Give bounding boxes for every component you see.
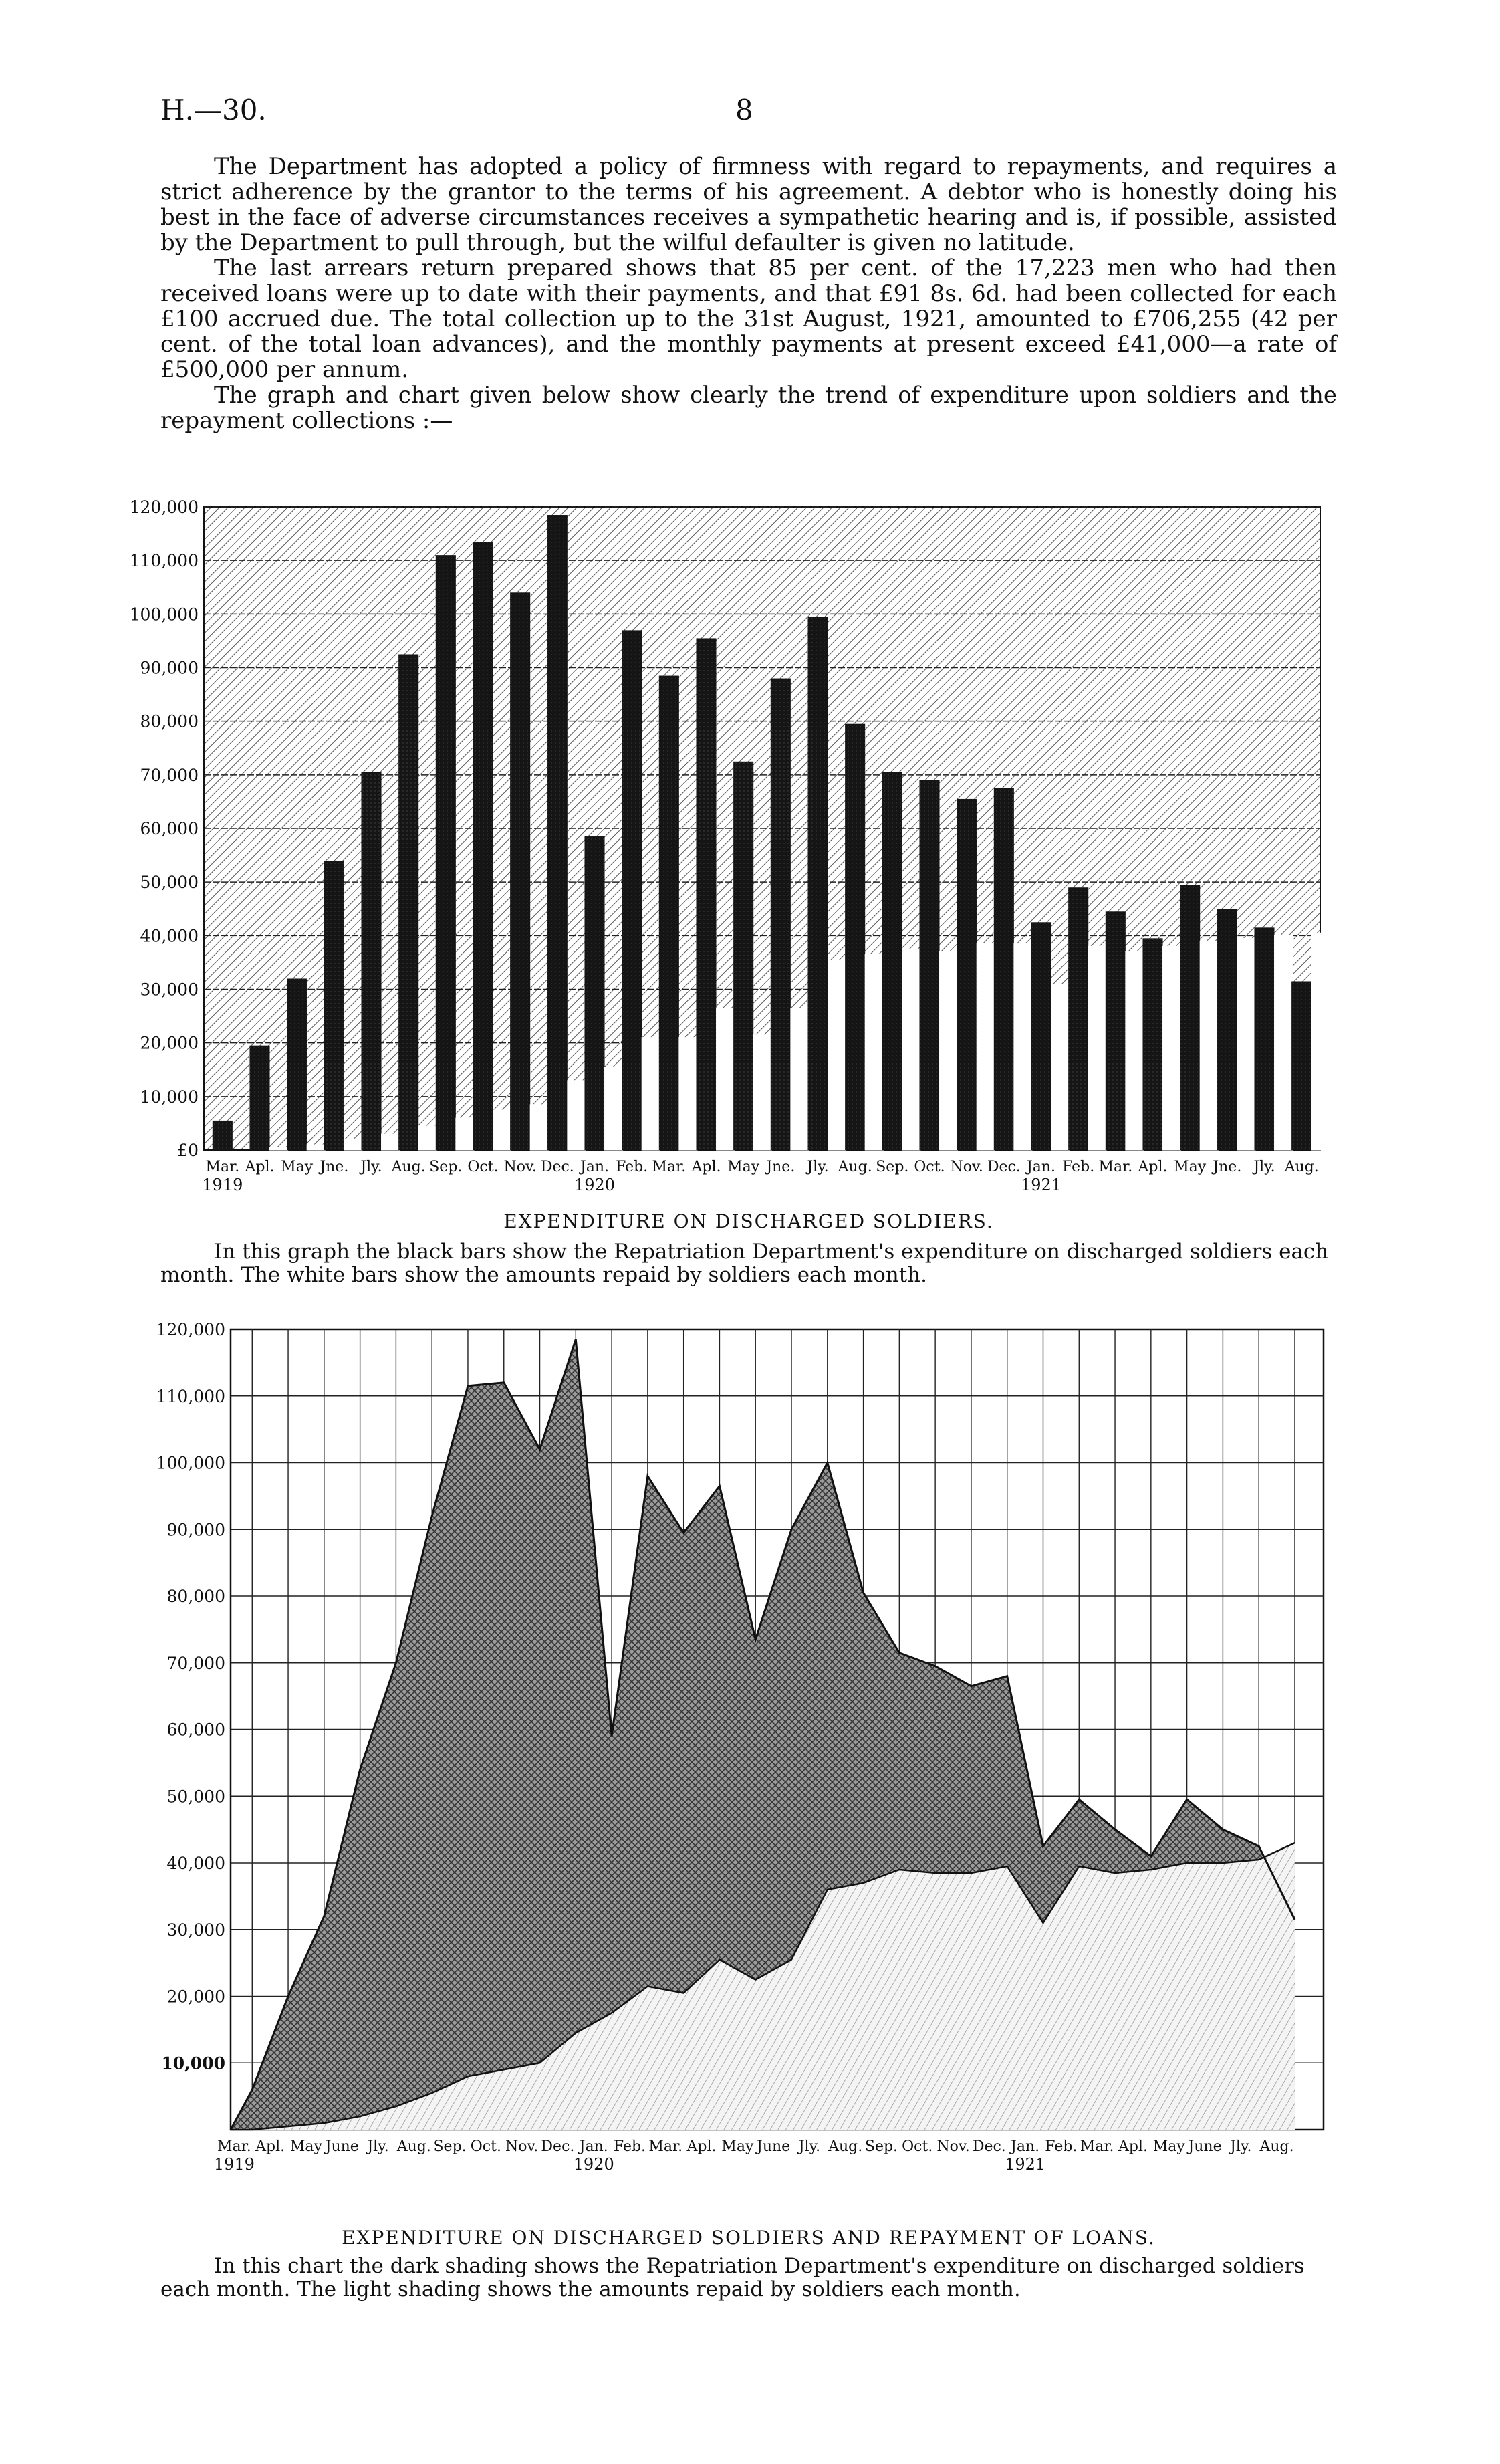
expenditure-bar xyxy=(249,1046,269,1150)
x-tick-label: Feb. xyxy=(613,2138,646,2155)
y-tick-label: 20,000 xyxy=(166,1987,225,2007)
x-tick-label: Mar. xyxy=(648,2138,683,2155)
x-tick-label: Jan. xyxy=(1026,1159,1056,1175)
x-tick-label: Aug. xyxy=(838,1159,872,1175)
repayment-bar xyxy=(977,943,995,1150)
x-tick-label: Apl. xyxy=(255,2138,285,2155)
repayment-bar xyxy=(568,1081,586,1150)
y-tick-label: 120,000 xyxy=(156,1320,225,1339)
x-tick-label: Aug. xyxy=(1284,1159,1319,1175)
repayment-bar xyxy=(1311,933,1330,1150)
x-tick-label: Nov. xyxy=(936,2138,970,2155)
chart-2-caption: EXPENDITURE ON DISCHARGED SOLDIERS AND REPAYMENT OF LOANS. xyxy=(342,2227,1156,2249)
x-tick-label: Dec. xyxy=(972,2138,1006,2155)
y-tick-label: 90,000 xyxy=(140,658,199,678)
x-tick-label: Jly. xyxy=(367,2138,389,2155)
document-code: H.—30. xyxy=(160,94,267,126)
expenditure-bar xyxy=(807,617,828,1150)
x-tick-label: Dec. xyxy=(540,1159,574,1175)
year-label: 1921 xyxy=(1020,1175,1062,1194)
repayment-bar xyxy=(828,960,846,1150)
repayment-bar xyxy=(270,1147,288,1150)
repayment-bar xyxy=(530,1105,548,1150)
y-tick-label: 70,000 xyxy=(166,1653,225,1673)
x-tick-label: Oct. xyxy=(902,2138,933,2155)
x-tick-label: Jly. xyxy=(1230,2138,1252,2155)
x-tick-label: Nov. xyxy=(505,2138,539,2155)
y-tick-label: 30,000 xyxy=(166,1920,225,1940)
expenditure-bar xyxy=(547,515,568,1150)
chart-2-note xyxy=(160,2255,1337,2302)
repayment-bar xyxy=(679,1038,697,1150)
x-tick-label: Aug. xyxy=(396,2138,431,2155)
x-tick-label: Mar. xyxy=(1080,2138,1114,2155)
year-label: 1919 xyxy=(202,1175,243,1194)
y-tick-label: 40,000 xyxy=(140,926,199,946)
expenditure-bar xyxy=(1068,887,1088,1150)
x-tick-label: Feb. xyxy=(1045,2138,1078,2155)
x-tick-label: Jly. xyxy=(807,1159,829,1175)
y-tick-label: 10,000 xyxy=(140,1087,199,1107)
x-tick-label: Oct. xyxy=(470,2138,501,2155)
y-tick-label: 110,000 xyxy=(156,1386,225,1406)
x-tick-label: Feb. xyxy=(1062,1159,1095,1175)
repayment-bar xyxy=(1275,935,1293,1150)
y-tick-label: 40,000 xyxy=(166,1854,225,1873)
repayment-bar xyxy=(344,1139,362,1150)
chart-1-note-text: In this graph the black bars show the Repatriation Department's expenditure on discharged soldiers each month. The white bars show the amounts repaid by soldiers each month. xyxy=(160,1240,1329,1287)
x-tick-label: May xyxy=(721,2138,754,2155)
expenditure-bar xyxy=(1254,927,1274,1150)
x-tick-label: Dec. xyxy=(541,2138,575,2155)
expenditure-bar xyxy=(1180,885,1200,1150)
expenditure-bar xyxy=(1217,909,1237,1150)
x-tick-label: May xyxy=(281,1159,314,1175)
x-tick-label: June xyxy=(757,2138,791,2155)
x-tick-label: June xyxy=(1188,2138,1222,2155)
x-tick-label: Jne. xyxy=(320,1159,349,1175)
x-tick-label: Jne. xyxy=(1213,1159,1242,1175)
expenditure-bar xyxy=(287,978,307,1150)
x-tick-label: Mar. xyxy=(205,1159,240,1175)
y-tick-label: £0 xyxy=(177,1141,199,1160)
y-tick-label: 100,000 xyxy=(156,1453,225,1473)
expenditure-bar xyxy=(622,630,642,1150)
expenditure-bar xyxy=(957,799,977,1150)
expenditure-bar xyxy=(919,780,939,1150)
x-tick-label: Apl. xyxy=(245,1159,275,1175)
repayment-bar xyxy=(418,1126,436,1150)
expenditure-bar xyxy=(733,762,753,1150)
expenditure-bar xyxy=(696,638,716,1150)
repayment-bar xyxy=(1126,951,1144,1150)
x-tick-label: Mar. xyxy=(1098,1159,1133,1175)
repayment-bar xyxy=(1051,984,1070,1150)
repayment-bar xyxy=(605,1067,623,1150)
expenditure-bar xyxy=(324,861,344,1150)
y-tick-label: 60,000 xyxy=(140,819,199,838)
expenditure-bar xyxy=(213,1121,233,1150)
repayment-bar xyxy=(865,954,883,1150)
bar-chart-expenditure xyxy=(0,488,1500,1237)
repayment-bar xyxy=(642,1038,660,1150)
expenditure-bar xyxy=(510,592,530,1150)
x-tick-label: Sep. xyxy=(876,1159,909,1175)
x-tick-label: Mar. xyxy=(652,1159,686,1175)
x-tick-label: May xyxy=(1174,1159,1207,1175)
expenditure-bar xyxy=(1142,938,1162,1150)
x-tick-label: Jan. xyxy=(580,1159,610,1175)
x-tick-label: Apl. xyxy=(1118,2138,1148,2155)
x-tick-label: Sep. xyxy=(429,1159,463,1175)
repayment-bar xyxy=(382,1134,400,1150)
repayment-bar xyxy=(1088,946,1106,1150)
expenditure-bar xyxy=(882,772,902,1150)
year-label: 1920 xyxy=(574,1175,616,1194)
expenditure-bar xyxy=(584,836,604,1150)
expenditure-bar xyxy=(845,724,865,1150)
y-tick-label: 20,000 xyxy=(140,1033,199,1053)
y-tick-label: 80,000 xyxy=(166,1587,225,1606)
expenditure-bar xyxy=(436,555,456,1150)
paragraph: The Department has adopted a policy of firmness with regard to repayments, and requires a strict adherence by the grantor to the terms of his agreement. A debtor who is honestly doing his best in the face of adverse circumstances receives a sympathetic hearing and is, if possible, assisted by the Department to pull through, but the wilful defaulter is given no latitude. xyxy=(160,153,1337,256)
x-tick-label: Aug. xyxy=(828,2138,863,2155)
x-tick-label: Aug. xyxy=(391,1159,426,1175)
year-label: 1921 xyxy=(1005,2155,1046,2174)
x-tick-label: Jly. xyxy=(1253,1159,1275,1175)
year-label: 1920 xyxy=(573,2155,614,2174)
x-tick-label: Nov. xyxy=(503,1159,537,1175)
expenditure-bar xyxy=(398,654,418,1150)
repayment-bar xyxy=(1200,941,1218,1150)
chart-1-note xyxy=(160,1240,1337,1287)
x-tick-label: Jly. xyxy=(360,1159,382,1175)
expenditure-bar xyxy=(659,676,679,1150)
y-tick-label: 60,000 xyxy=(166,1720,225,1740)
x-tick-label: Aug. xyxy=(1259,2138,1294,2155)
body-text xyxy=(160,154,1337,433)
repayment-bar xyxy=(1237,938,1255,1150)
x-tick-label: Sep. xyxy=(864,2138,898,2155)
area-chart-expenditure-repayment xyxy=(0,1311,1500,2233)
x-tick-label: May xyxy=(1152,2138,1185,2155)
x-tick-label: Apl. xyxy=(691,1159,721,1175)
repayment-bar xyxy=(902,949,920,1150)
chart-1-caption: EXPENDITURE ON DISCHARGED SOLDIERS. xyxy=(503,1210,994,1232)
y-tick-label: 110,000 xyxy=(129,551,199,571)
chart-2-note-text: In this chart the dark shading shows the Repatriation Department's expenditure on discharged soldiers each month. The light shading shows the amounts repaid by soldiers each month. xyxy=(160,2254,1305,2302)
x-tick-label: Jne. xyxy=(766,1159,795,1175)
y-tick-label: 120,000 xyxy=(129,497,199,517)
repayment-bar xyxy=(717,1008,735,1150)
x-tick-label: Dec. xyxy=(987,1159,1021,1175)
paragraph: The last arrears return prepared shows that 85 per cent. of the 17,223 men who had then received loans were up to date with their payments, and that £91 8s. 6d. had been collected for each £100 accrued due. The total collection up to the 31st August, 1921, amounted to £706,255 (42 per cent. of the total loan advances), and the monthly payments at present exceed £41,000—a rate of £500,000 per annum. xyxy=(160,255,1337,383)
x-tick-label: Jan. xyxy=(579,2138,608,2155)
x-tick-label: Feb. xyxy=(616,1159,648,1175)
repayment-bar xyxy=(1163,946,1181,1150)
x-tick-label: Nov. xyxy=(950,1159,983,1175)
y-tick-label: 90,000 xyxy=(166,1520,225,1540)
x-tick-label: Apl. xyxy=(686,2138,717,2155)
x-tick-label: June xyxy=(325,2138,359,2155)
x-tick-label: May xyxy=(727,1159,760,1175)
x-tick-label: Jan. xyxy=(1011,2138,1040,2155)
repayment-bar xyxy=(493,1110,511,1150)
repayment-bar xyxy=(1014,943,1032,1150)
page-number: 8 xyxy=(735,94,753,126)
y-tick-label: 80,000 xyxy=(140,711,199,732)
x-tick-label: Oct. xyxy=(914,1159,945,1175)
expenditure-bar xyxy=(1291,981,1311,1150)
repayment-bar xyxy=(753,1035,771,1150)
repayment-bar xyxy=(307,1145,325,1150)
expenditure-bar xyxy=(771,679,791,1150)
y-tick-label: 10,000 xyxy=(161,2053,225,2074)
expenditure-bar xyxy=(994,788,1014,1150)
expenditure-bar xyxy=(1031,922,1051,1150)
repayment-bar xyxy=(791,1008,809,1150)
y-tick-label: 30,000 xyxy=(140,980,199,1000)
y-tick-label: 70,000 xyxy=(140,765,199,785)
x-tick-label: Sep. xyxy=(433,2138,467,2155)
x-tick-label: Jly. xyxy=(798,2138,821,2155)
paragraph: The graph and chart given below show clearly the trend of expenditure upon soldiers and the repayment collections :— xyxy=(160,382,1337,434)
y-tick-label: 50,000 xyxy=(166,1787,225,1807)
year-label: 1919 xyxy=(213,2155,255,2174)
repayment-bar xyxy=(456,1118,474,1150)
expenditure-bar xyxy=(473,542,493,1150)
y-tick-label: 50,000 xyxy=(140,873,199,893)
repayment-bar xyxy=(940,951,958,1150)
expenditure-bar xyxy=(1106,911,1126,1150)
x-tick-label: Apl. xyxy=(1138,1159,1168,1175)
x-tick-label: Mar. xyxy=(217,2138,251,2155)
x-tick-label: Oct. xyxy=(467,1159,499,1175)
expenditure-bar xyxy=(361,772,381,1150)
x-tick-label: May xyxy=(289,2138,322,2155)
y-tick-label: 100,000 xyxy=(129,604,199,625)
